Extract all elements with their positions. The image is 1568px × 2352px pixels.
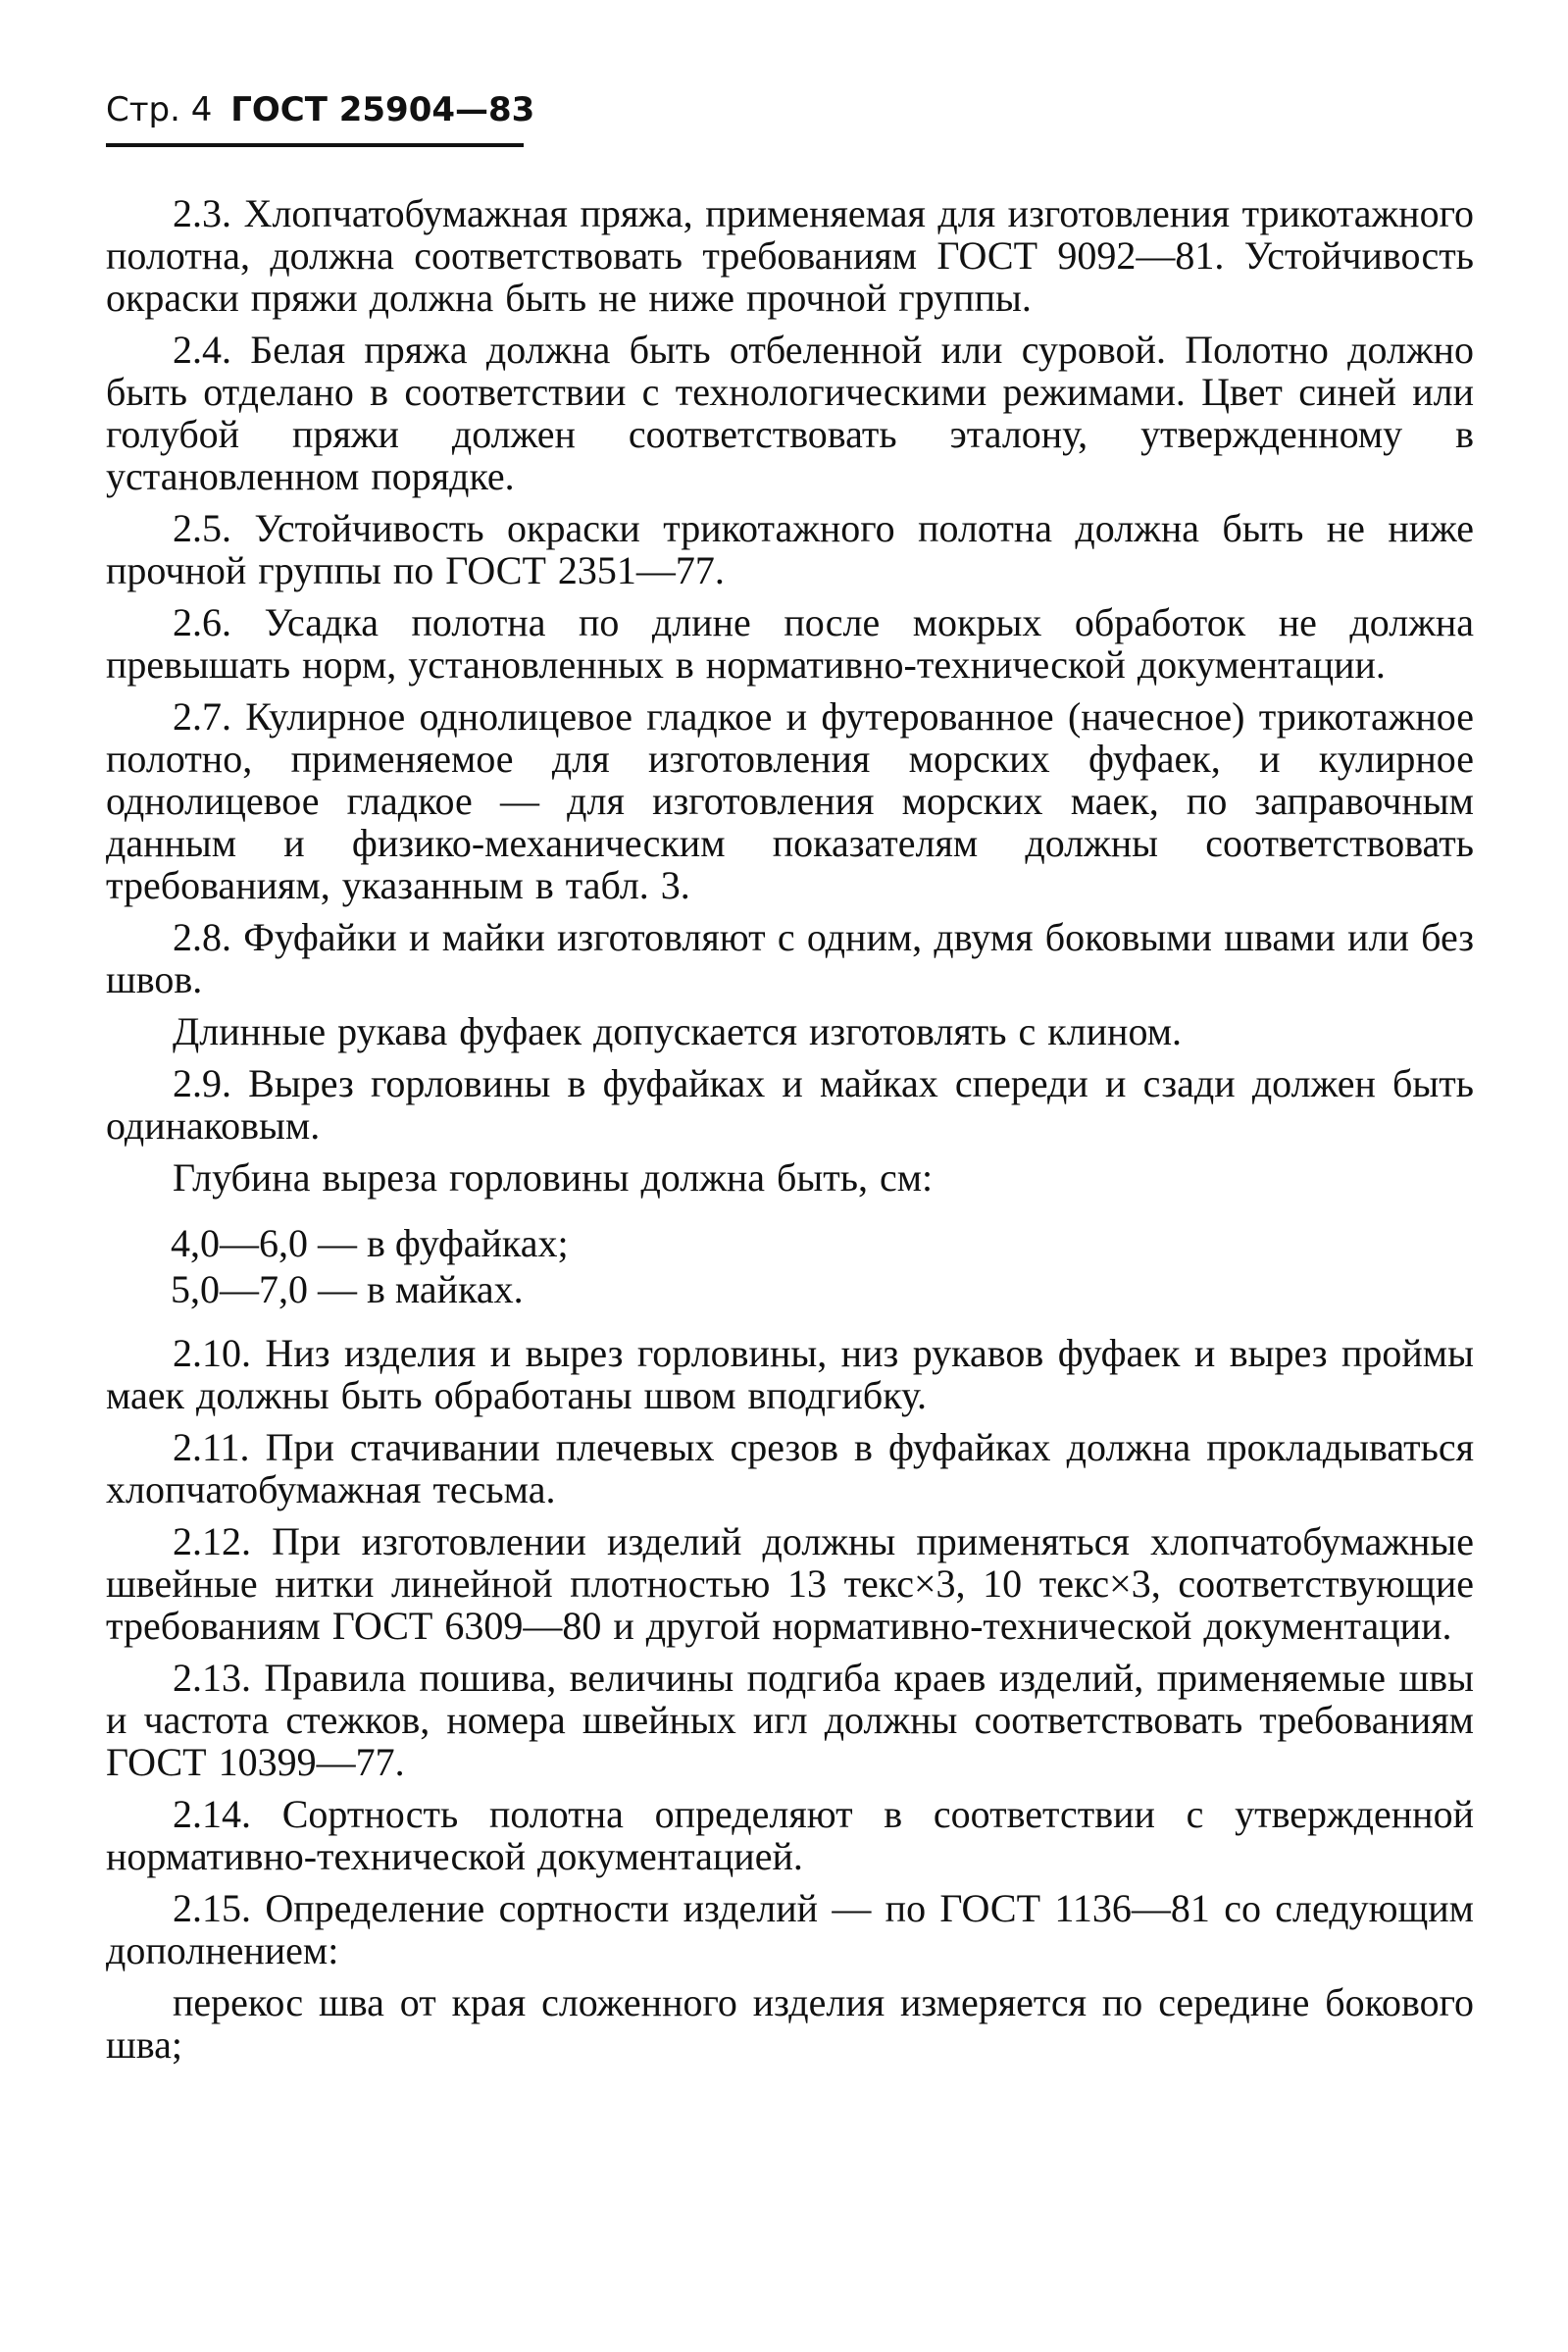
neckline-range-fufaika: 4,0—6,0 — в фуфайках; bbox=[171, 1221, 569, 1265]
document-body bbox=[106, 192, 1474, 2075]
neckline-range-mayka: 5,0—7,0 — в майках. bbox=[171, 1267, 524, 1311]
clause-2-5: 2.5. Устойчивость окраски трикотажного полотна должна быть не ниже прочной группы по ГОСТ 2351—77. bbox=[106, 506, 1474, 592]
clause-2-10: 2.10. Низ изделия и вырез горловины, низ рукавов фуфаек и вырез проймы маек должны быть обработаны швом вподгибку. bbox=[106, 1331, 1474, 1417]
page-number: Стр. 4 bbox=[106, 90, 213, 129]
clause-2-8: 2.8. Фуфайки и майки изготовляют с одним, двумя боковыми швами или без швов. bbox=[106, 915, 1474, 1001]
clause-2-13: 2.13. Правила пошива, величины подгиба краев изделий, применяемые швы и частота стежков, номера швейных игл должны соответствовать требованиям ГОСТ 10399—77. bbox=[106, 1656, 1474, 1784]
clause-2-9: 2.9. Вырез горловины в фуфайках и майках спереди и сзади должен быть одинаковым. bbox=[106, 1061, 1474, 1148]
clause-2-6: 2.6. Усадка полотна по длине после мокрых обработок не должна превышать норм, установленных в нормативно-технической документации. bbox=[106, 600, 1474, 687]
clause-2-15-skew: перекос шва от края сложенного изделия измеряется по середине бокового шва; bbox=[106, 1980, 1474, 2067]
clause-2-3: 2.3. Хлопчатобумажная пряжа, применяемая для изготовления трикотажного полотна, должна соответствовать требованиям ГОСТ 9092—81. Устойчивость окраски пряжи должна быть не ниже прочной группы. bbox=[106, 191, 1474, 320]
clause-2-4: 2.4. Белая пряжа должна быть отбеленной или суровой. Полотно должно быть отделано в соответствии с технологическими режимами. Цвет синей или голубой пряжи должен соответствовать эталону, утвержденному в установленном порядке. bbox=[106, 328, 1474, 498]
page-header bbox=[106, 90, 534, 129]
clause-2-7: 2.7. Кулирное однолицевое гладкое и футерованное (начесное) трикотажное полотно, применяемое для изготовления морских фуфаек, и кулирное однолицевое гладкое — для изготовления морских маек, по заправочным данным и физико-механическим показателям должны соответствовать требованиям, указанным в табл. 3. bbox=[106, 694, 1474, 907]
standard-designation: ГОСТ 25904—83 bbox=[230, 90, 535, 129]
clause-2-9-depth: Глубина выреза горловины должна быть, см: bbox=[173, 1155, 934, 1200]
clause-2-15: 2.15. Определение сортности изделий — по ГОСТ 1136—81 со следующим дополнением: bbox=[106, 1886, 1474, 1972]
clause-2-12: 2.12. При изготовлении изделий должны применяться хлопчатобумажные швейные нитки линейной плотностью 13 текс×3, 10 текс×3, соответствующие требованиям ГОСТ 6309—80 и другой нормативно-технической документации. bbox=[106, 1519, 1474, 1648]
header-rule bbox=[106, 143, 524, 147]
clause-2-14: 2.14. Сортность полотна определяют в соответствии с утвержденной нормативно-технической документацией. bbox=[106, 1792, 1474, 1878]
clause-2-8-sleeves: Длинные рукава фуфаек допускается изготовлять с клином. bbox=[173, 1009, 1183, 1053]
clause-2-11: 2.11. При стачивании плечевых срезов в фуфайках должна прокладываться хлопчатобумажная тесьма. bbox=[106, 1425, 1474, 1511]
